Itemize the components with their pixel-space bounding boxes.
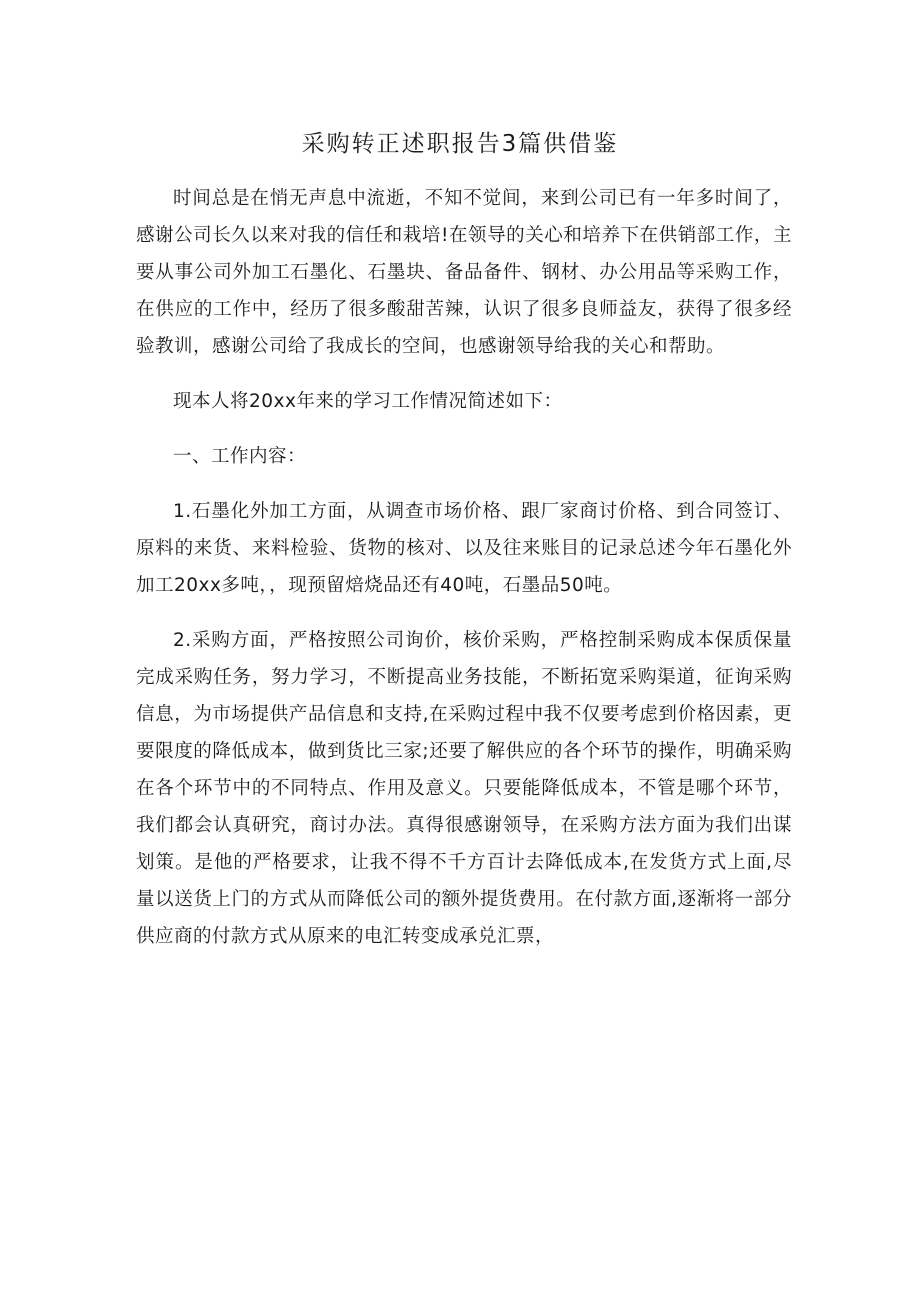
paragraph-item-2: 2.采购方面，严格按照公司询价，核价采购，严格控制采购成本保质保量完成采购任务，努力学习，不断提高业务技能，不断拓宽采购渠道，征询采购信息，为市场提供产品信息和支持,在采购过程中我不仅要考虑到价格因素，更要限度的降低成本，做到货比三家;还要了解供应的各个环节的操作，明确采购在各个环节中的不同特点、作用及意义。只要能降低成本，不管是哪个环节，我们都会认真研究，商讨办法。真得很感谢领导，在采购方法方面为我们出谋划策。是他的严格要求，让我不得不千方百计去降低成本,在发货方式上面,尽量以送货上门的方式从而降低公司的额外提货费用。在付款方面,逐渐将一部分供应商的付款方式从原来的电汇转变成承兑汇票，	[136, 630, 792, 947]
paragraph-intro: 时间总是在悄无声息中流逝，不知不觉间，来到公司已有一年多时间了，感谢公司长久以来对我的信任和栽培!在领导的关心和培养下在供销部工作，主要从事公司外加工石墨化、石墨块、备品备件、钢材、办公用品等采购工作，在供应的工作中，经历了很多酸甜苦辣，认识了很多良师益友，获得了很多经验教训，感谢公司给了我成长的空间，也感谢领导给我的关心和帮助。	[136, 188, 792, 357]
document-title: 采购转正述职报告3篇供借鉴	[301, 131, 619, 157]
section-heading-work-content: 一、工作内容：	[173, 446, 307, 467]
paragraph-summary-lead: 现本人将20xx年来的学习工作情况简述如下：	[173, 391, 563, 412]
document-body	[136, 180, 792, 955]
paragraph-item-1: 1.石墨化外加工方面，从调查市场价格、跟厂家商讨价格、到合同签订、原料的来货、来料检验、货物的核对、以及往来账目的记录总述今年石墨化外加工20xx多吨，，现预留焙烧品还有40吨，石墨品50吨。	[136, 501, 792, 596]
